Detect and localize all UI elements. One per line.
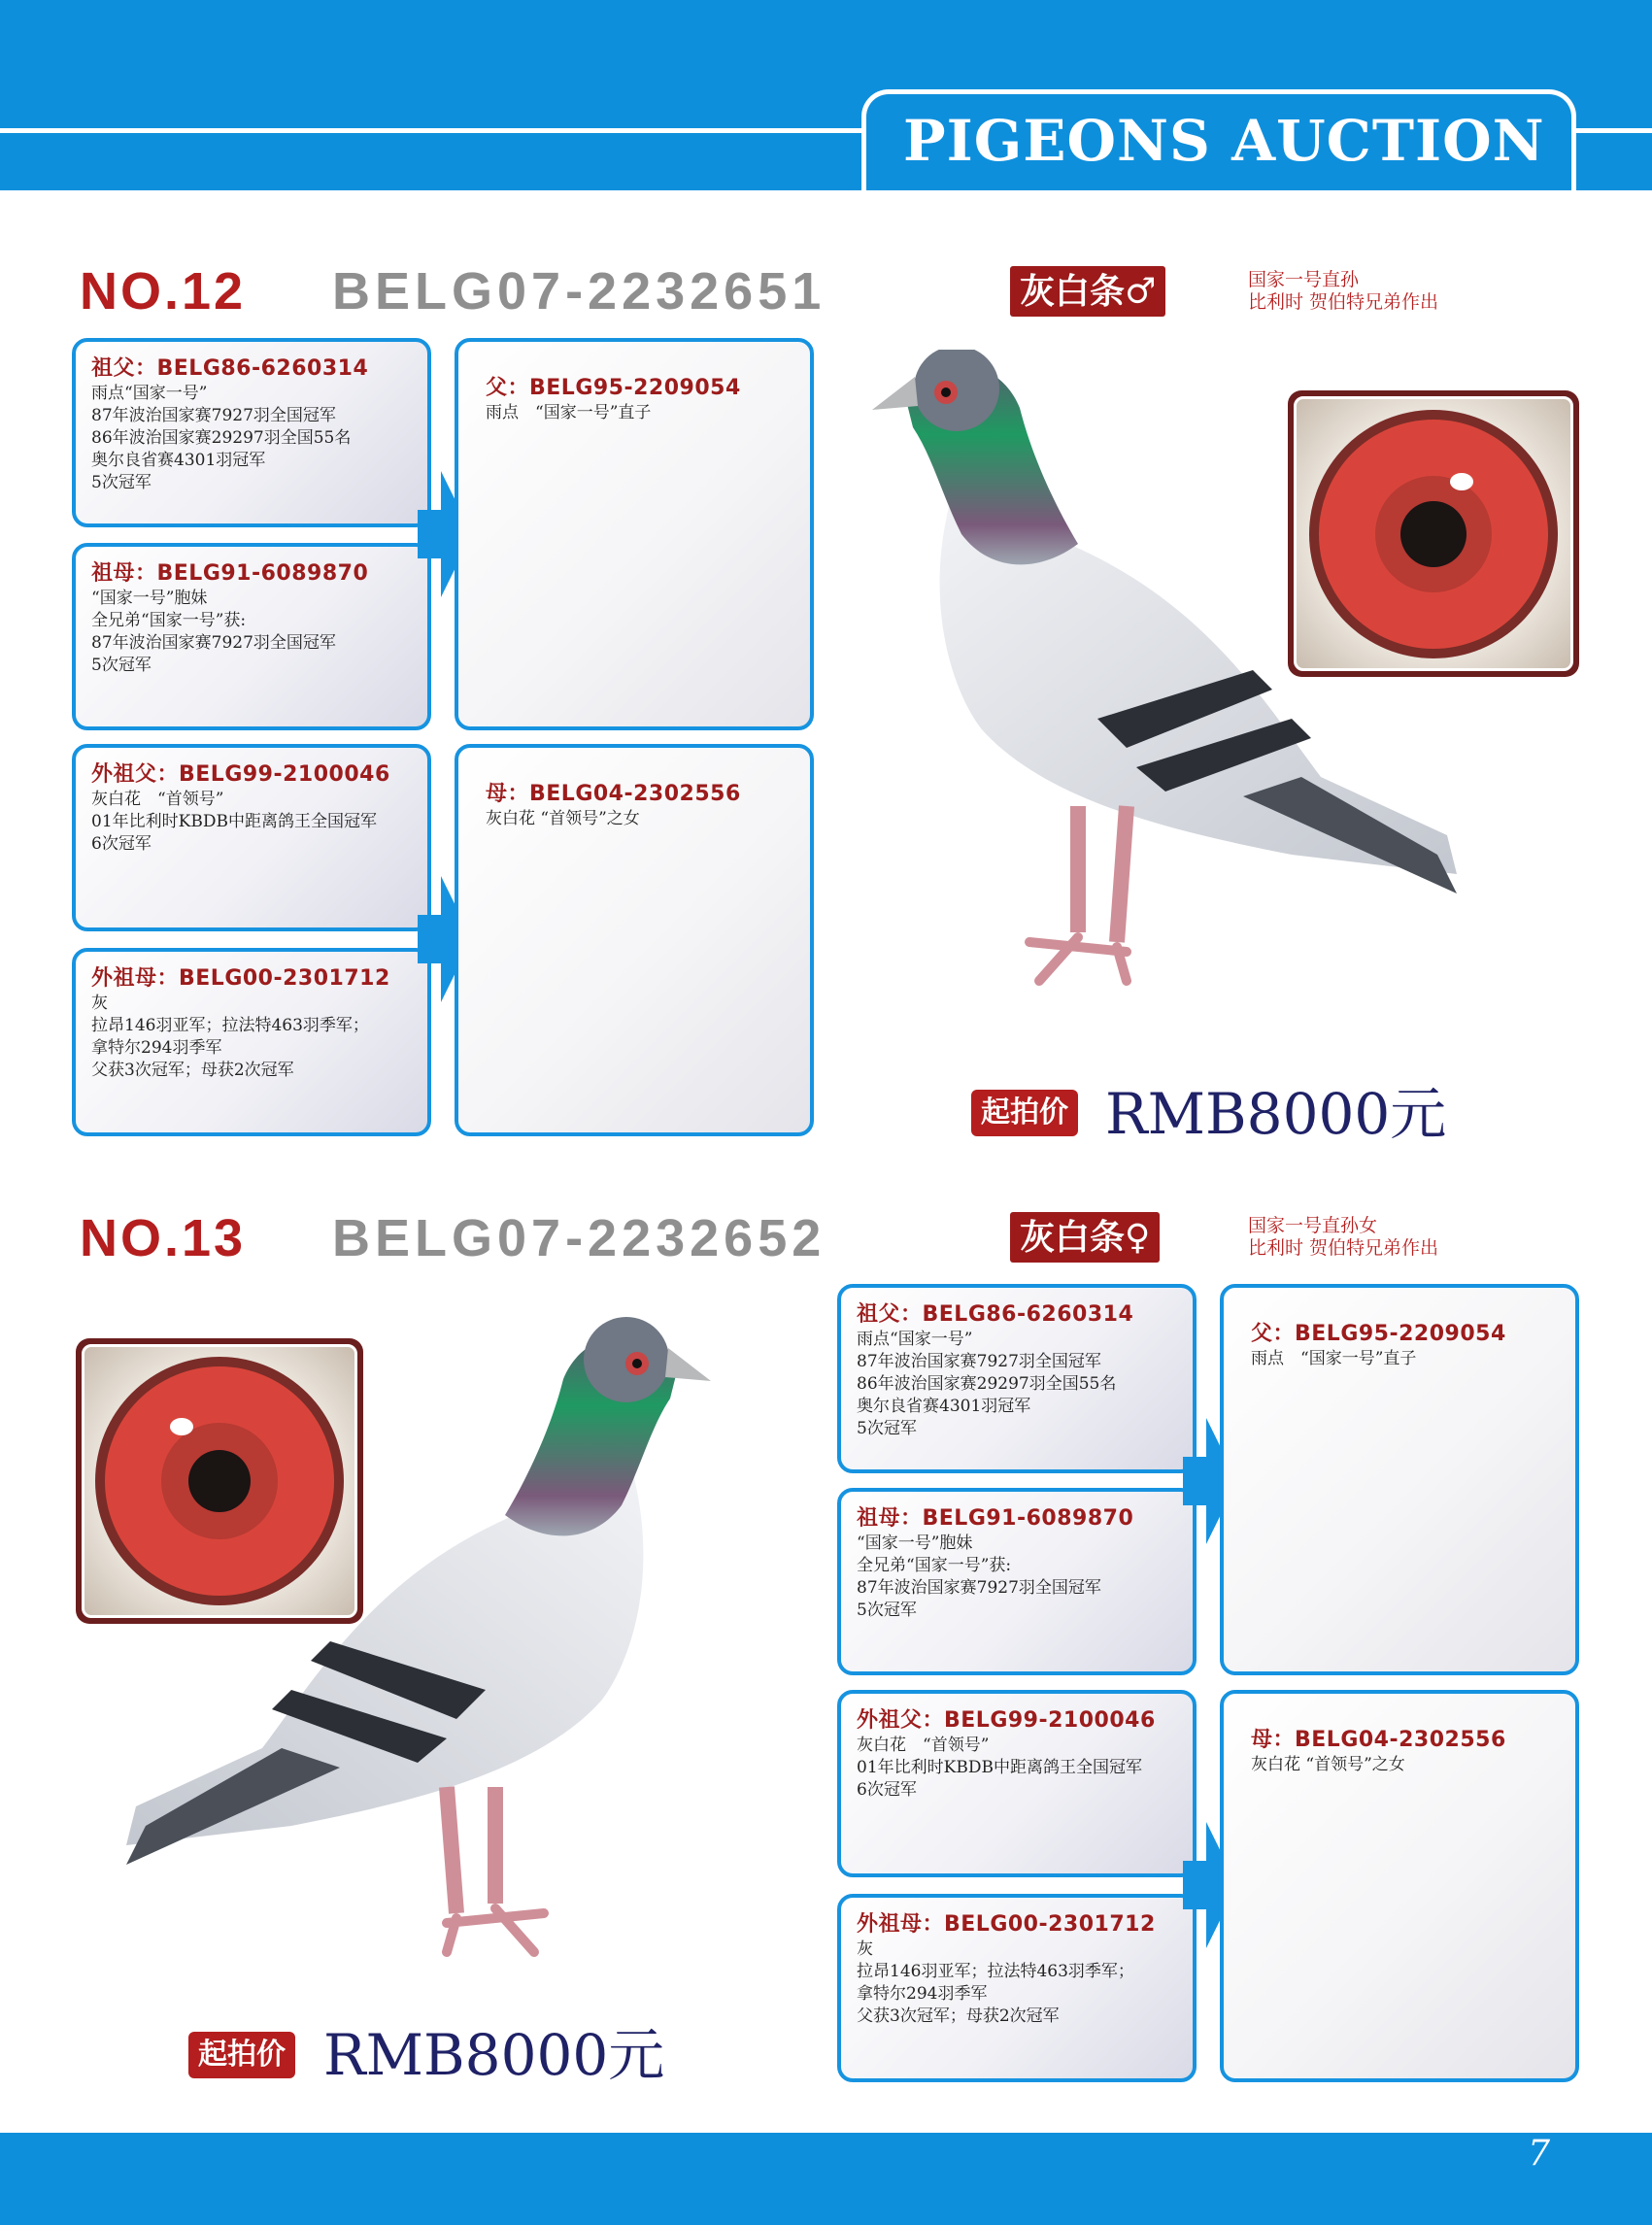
pedigree-line: 87年波治国家赛7927羽全国冠军 [857,1578,1101,1598]
pedigree-line: 86年波治国家赛29297羽全国55名 [91,428,352,448]
price-value: RMB8000元 [323,2022,665,2088]
pedigree-title: 外祖母：BELG00-2301712 [91,966,390,991]
pedigree-line: 灰白花 “首领号” [857,1736,990,1755]
eye-photo [1288,390,1579,677]
pedigree-line: 雨点“国家一号” [857,1330,973,1349]
description-line: 国家一号直孙 [1248,269,1360,290]
pedigree-line: 父获3次冠军；母获2次冠军 [91,1061,294,1080]
pedigree-maternal-grandfather [837,1690,1197,1877]
pedigree-line: 86年波治国家赛29297羽全国55名 [857,1374,1117,1394]
lot-description [1248,1215,1438,1260]
price-label: 起拍价 [188,2032,295,2078]
pedigree-line: 灰 [91,994,108,1013]
pedigree-line: 5次冠军 [91,656,152,675]
pedigree-title: 外祖母：BELG00-2301712 [857,1912,1156,1937]
lot-description [1248,269,1438,314]
pedigree-line: 5次冠军 [857,1601,917,1620]
pedigree-grandfather [72,338,431,527]
pedigree-father [1220,1284,1579,1675]
description-line: 比利时 贺伯特兄弟作出 [1248,291,1439,313]
pedigree-line: 灰 [857,1939,873,1959]
pedigree-line: 87年波治国家赛7927羽全国冠军 [857,1352,1101,1371]
color-sex-badge: 灰白条♀ [1010,1212,1160,1263]
pedigree-title: 祖父：BELG86-6260314 [91,356,369,381]
pedigree-line: 灰白花 “首领号”之女 [486,809,640,828]
pedigree-title: 母：BELG04-2302556 [486,782,741,806]
pedigree-grandmother [837,1488,1197,1675]
color-sex-badge: 灰白条♂ [1010,266,1165,317]
pedigree-line: 雨点 “国家一号”直子 [486,403,652,422]
pedigree-mother [455,744,814,1136]
iris-icon [1297,399,1570,668]
pedigree-line: 5次冠军 [857,1419,917,1438]
pedigree-title: 祖母：BELG91-6089870 [91,561,369,586]
pedigree-line: 灰白花 “首领号”之女 [1251,1755,1405,1774]
page-number: 7 [1528,2134,1550,2174]
pedigree-line: 5次冠军 [91,473,152,492]
pedigree-grandfather [837,1284,1197,1473]
price-value: RMB8000元 [1105,1081,1447,1147]
page-title: PIGEONS AUCTION [903,108,1545,174]
pigeon-photo [107,1301,748,1991]
ring-number: BELG07-2232652 [332,1209,826,1267]
pedigree-father [455,338,814,730]
pedigree-line: 奥尔良省赛4301羽冠军 [857,1397,1031,1416]
pedigree-line: 6次冠军 [91,834,152,854]
pedigree-line: 拿特尔294羽季军 [857,1984,988,2004]
pedigree-grandmother [72,543,431,730]
pedigree-title: 父：BELG95-2209054 [1251,1322,1506,1346]
pedigree-title: 父：BELG95-2209054 [486,376,741,400]
pedigree-line: 雨点 “国家一号”直子 [1251,1349,1417,1368]
pedigree-line: 87年波治国家赛7927羽全国冠军 [91,633,336,653]
pedigree-line: 全兄弟“国家一号”获: [857,1556,1012,1575]
pedigree-line: “国家一号”胞妹 [857,1534,973,1553]
pedigree-maternal-grandmother [72,948,431,1136]
pedigree-line: 拉昂146羽亚军；拉法特463羽季军； [91,1016,369,1035]
pedigree-line: 拿特尔294羽季军 [91,1038,222,1058]
pedigree-line: 父获3次冠军；母获2次冠军 [857,2006,1060,2026]
pedigree-maternal-grandmother [837,1894,1197,2082]
pedigree-line: 6次冠军 [857,1780,917,1800]
lot-number: NO.13 [80,1209,247,1267]
pedigree-line: 拉昂146羽亚军；拉法特463羽季军； [857,1962,1134,1981]
pedigree-title: 祖母：BELG91-6089870 [857,1506,1134,1531]
pedigree-line: 01年比利时KBDB中距离鸽王全国冠军 [857,1758,1142,1777]
lot-number: NO.12 [80,262,247,320]
price-label: 起拍价 [971,1090,1078,1136]
pedigree-line: 雨点“国家一号” [91,384,208,403]
pedigree-title: 外祖父：BELG99-2100046 [91,762,390,787]
pedigree-maternal-grandfather [72,744,431,931]
pedigree-line: “国家一号”胞妹 [91,589,208,608]
pedigree-line: 全兄弟“国家一号”获: [91,611,247,630]
pedigree-line: 灰白花 “首领号” [91,790,224,809]
pedigree-mother [1220,1690,1579,2082]
ring-number: BELG07-2232651 [332,262,826,320]
pedigree-title: 外祖父：BELG99-2100046 [857,1708,1156,1733]
footer-band [0,2133,1652,2225]
pedigree-line: 奥尔良省赛4301羽冠军 [91,451,266,470]
pedigree-line: 87年波治国家赛7927羽全国冠军 [91,406,336,425]
description-line: 国家一号直孙女 [1248,1215,1378,1236]
pedigree-title: 祖父：BELG86-6260314 [857,1302,1134,1327]
description-line: 比利时 贺伯特兄弟作出 [1248,1237,1439,1259]
pedigree-line: 01年比利时KBDB中距离鸽王全国冠军 [91,812,377,831]
pedigree-title: 母：BELG04-2302556 [1251,1728,1506,1752]
